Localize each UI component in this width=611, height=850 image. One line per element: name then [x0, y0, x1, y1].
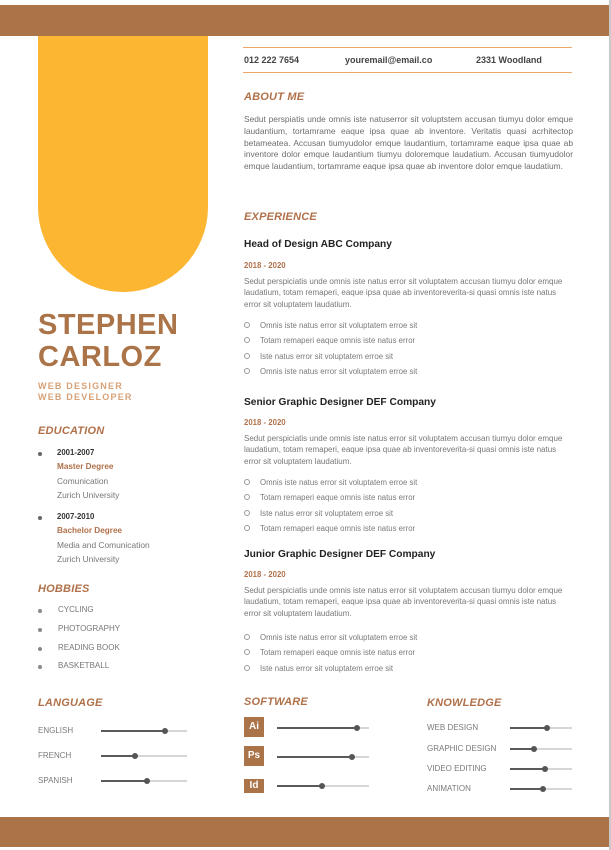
- bullet-dot-icon: [38, 452, 42, 456]
- illustrator-badge-icon: Ai: [244, 717, 264, 737]
- bullet-dot-icon: [38, 609, 42, 613]
- job-bullets: [244, 477, 417, 539]
- list-item: Iste natus error sit voluptatem erroe sit: [244, 508, 417, 523]
- list-item: Totam remaperi eaque omnis iste natus error: [244, 492, 417, 507]
- job-bullets: [244, 320, 417, 382]
- contact-bar: [243, 47, 572, 73]
- job-title: Junior Graphic Designer DEF Company: [244, 549, 436, 560]
- photoshop-badge-icon: Ps: [244, 746, 264, 766]
- circle-bullet-icon: [244, 368, 250, 374]
- knowledge-level-bar: [510, 725, 572, 731]
- job-bullets: [244, 632, 417, 678]
- list-item: Omnis iste natus error sit voluptatem erroe sit: [244, 632, 417, 647]
- circle-bullet-icon: [244, 479, 250, 485]
- language-label: SPANISH: [38, 776, 73, 785]
- circle-bullet-icon: [244, 337, 250, 343]
- circle-bullet-icon: [244, 525, 250, 531]
- knowledge-level-bar: [510, 746, 572, 752]
- bullet-dot-icon: [38, 665, 42, 669]
- candidate-name: [38, 309, 178, 373]
- job-title: Senior Graphic Designer DEF Company: [244, 397, 436, 408]
- edu-field: Media and Comunication: [57, 540, 150, 550]
- bullet-dot-icon: [38, 516, 42, 520]
- edu-field: Comunication: [57, 476, 109, 486]
- list-item: Iste natus error sit voluptatem erroe sit: [244, 663, 417, 678]
- footer-band: [0, 817, 609, 847]
- edu-years: 2007-2010: [57, 512, 95, 521]
- hobbies-heading: HOBBIES: [38, 583, 90, 595]
- list-item: Omnis iste natus error sit voluptatem erroe sit: [244, 366, 417, 381]
- software-heading: SOFTWARE: [244, 696, 308, 708]
- job-dates: 2018 - 2020: [244, 418, 286, 427]
- circle-bullet-icon: [244, 322, 250, 328]
- last-name: CARLOZ: [38, 341, 162, 373]
- about-heading: ABOUT ME: [244, 91, 305, 103]
- knowledge-level-bar: [510, 786, 572, 792]
- language-heading: LANGUAGE: [38, 697, 103, 709]
- contact-phone: 012 222 7654: [244, 55, 300, 65]
- software-level-bar: [277, 783, 369, 789]
- circle-bullet-icon: [244, 665, 250, 671]
- job-description: Sedut perspiciatis unde omnis iste natus error sit voluptatem accusan tiumyu dolor emque laudatium, totam remaperi, eaque ipsa quae ab inventoreverita-si quasi omnis iste natus error sit voluptatem laudatium.: [244, 586, 563, 618]
- knowledge-label: ANIMATION: [427, 784, 471, 793]
- bullet-dot-icon: [38, 628, 42, 632]
- contact-email[interactable]: youremail@email.co: [345, 55, 433, 65]
- first-name: STEPHEN: [38, 309, 179, 341]
- edu-school: Zurich University: [57, 554, 120, 564]
- indesign-badge-icon: Id: [244, 779, 264, 793]
- circle-bullet-icon: [244, 634, 250, 640]
- list-item: Totam remaperi eaque omnis iste natus error: [244, 647, 417, 662]
- bullet-dot-icon: [38, 647, 42, 651]
- job-description: Sedut perspiciatis unde omnis iste natus error sit voluptatem accusan tiumyu dolor emque laudatium, totam remaperi, eaque ipsa quae ab inventoreverita-si quasi omnis iste natus error sit voluptatem laudatium.: [244, 434, 563, 466]
- about-text: Sedut perspiatis unde omnis iste natuserror sit voluptstem accusan tiumyu dolor emque laudantium, tortamrame eaque ipsa quae ab inventore. Veritatis quasi acrhitectop betameatea. Accusan tiumyudolor emque laudantium, tortamrame eaque ipsa quae ab inventore dolor emque laudantium tiumyu doloremque laudatium. Accusan tiumyudolor emque laudantium, tortamrame eaque ipsa quae ab inventore dolor emque laudatium.: [244, 114, 573, 172]
- job-roles: [38, 381, 133, 403]
- job-title: Head of Design ABC Company: [244, 239, 392, 250]
- language-label: ENGLISH: [38, 726, 74, 735]
- edu-degree: Bachelor Degree: [57, 526, 123, 535]
- circle-bullet-icon: [244, 649, 250, 655]
- list-item: Omnis iste natus error sit voluptatem erroe sit: [244, 477, 417, 492]
- role-1: WEB DESIGNER: [38, 381, 123, 391]
- list-item: Totam remaperi eaque omnis iste natus error: [244, 335, 417, 350]
- language-level-bar: [101, 728, 187, 734]
- edu-degree: Master Degree: [57, 462, 114, 471]
- role-2: WEB DEVELOPER: [38, 392, 133, 402]
- language-level-bar: [101, 778, 187, 784]
- knowledge-label: VIDEO EDITING: [427, 764, 487, 773]
- list-item: Iste natus error sit voluptatem erroe sit: [244, 351, 417, 366]
- circle-bullet-icon: [244, 494, 250, 500]
- knowledge-label: WEB DESIGN: [427, 723, 479, 732]
- software-level-bar: [277, 754, 369, 760]
- knowledge-level-bar: [510, 766, 572, 772]
- edu-school: Zurich University: [57, 490, 120, 500]
- education-heading: EDUCATION: [38, 425, 105, 437]
- knowledge-heading: KNOWLEDGE: [427, 697, 502, 709]
- experience-heading: EXPERIENCE: [244, 211, 317, 223]
- job-description: Sedut perspiciatis unde omnis iste natus error sit voluptatem accusan tiumyu dolor emque laudatium, totam remaperi, eaque ipsa quae ab inventoreverita-si quasi omnis iste natus error sit voluptatem laudatium.: [244, 277, 563, 309]
- list-item: Omnis iste natus error sit voluptatem erroe sit: [244, 320, 417, 335]
- circle-bullet-icon: [244, 510, 250, 516]
- circle-bullet-icon: [244, 353, 250, 359]
- knowledge-label: GRAPHIC DESIGN: [427, 744, 497, 753]
- edu-years: 2001-2007: [57, 448, 95, 457]
- job-dates: 2018 - 2020: [244, 570, 286, 579]
- header-band: [0, 5, 609, 36]
- job-dates: 2018 - 2020: [244, 261, 286, 270]
- photo-placeholder-arch: [38, 36, 208, 292]
- contact-address: 2331 Woodland: [476, 55, 542, 65]
- software-level-bar: [277, 725, 369, 731]
- language-level-bar: [101, 753, 187, 759]
- language-label: FRENCH: [38, 751, 72, 760]
- list-item: Totam remaperi eaque omnis iste natus error: [244, 523, 417, 538]
